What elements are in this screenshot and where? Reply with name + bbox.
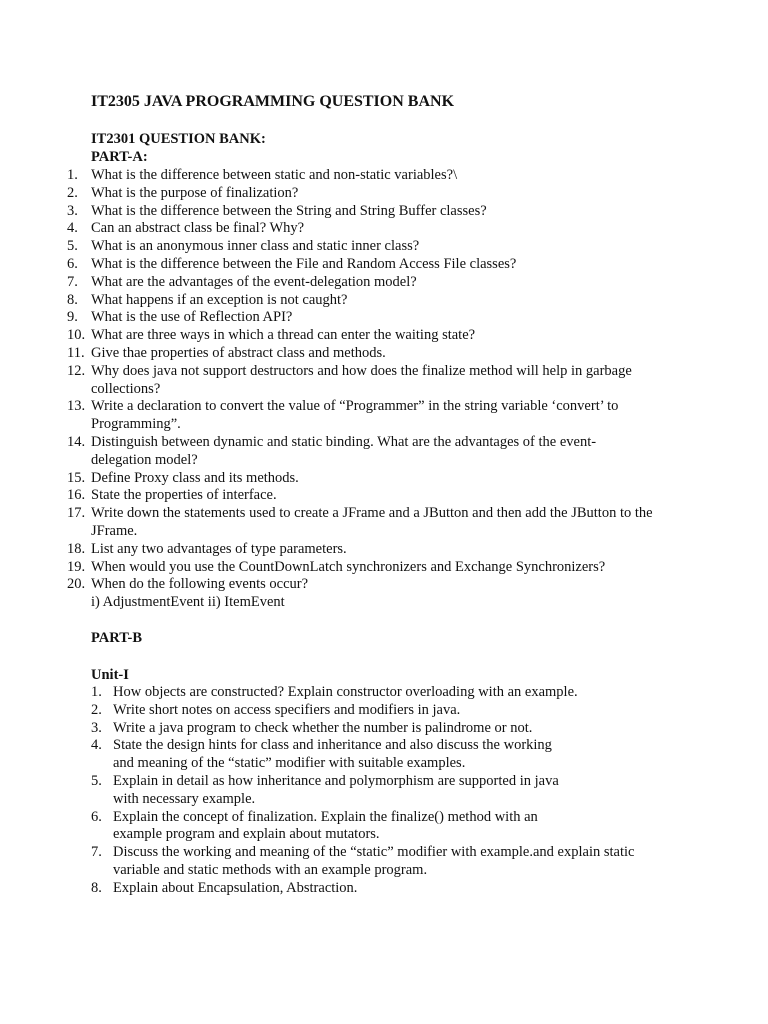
question-text: What is the purpose of finalization? [91, 184, 299, 201]
question-text: When would you use the CountDownLatch synchronizers and Exchange Synchronizers? [91, 558, 606, 575]
list-item [67, 185, 707, 203]
question-text-continued: delegation model? [91, 451, 198, 468]
question-text-continued: variable and static methods with an example program. [113, 861, 428, 878]
question-number: 15. [67, 469, 86, 486]
list-item [91, 809, 691, 845]
list-item [91, 880, 691, 898]
question-text-continued: and meaning of the “static” modifier with suitable examples. [113, 755, 466, 772]
document-title: IT2305 JAVA PROGRAMMING QUESTION BANK [91, 93, 455, 110]
question-number: 8. [67, 291, 78, 308]
question-number: 2. [91, 701, 102, 718]
question-text: State the design hints for class and inheritance and also discuss the working [113, 737, 552, 754]
question-number: 13. [67, 398, 86, 415]
question-text-continued: collections? [91, 380, 161, 397]
list-item [67, 274, 707, 292]
list-item [67, 363, 707, 399]
question-number: 8. [91, 879, 102, 896]
question-text: Write a java program to check whether the number is palindrome or not. [113, 719, 533, 736]
question-text-continued: JFrame. [91, 522, 138, 539]
list-item [91, 773, 691, 809]
question-number: 1. [91, 684, 102, 700]
question-number: 18. [67, 540, 86, 557]
list-item [67, 470, 707, 488]
question-text: Why does java not support destructors and how does the finalize method will help in garbage [91, 362, 632, 379]
question-number: 1. [67, 167, 78, 183]
question-number: 12. [67, 362, 86, 379]
question-text: How objects are constructed? Explain constructor overloading with an example. [113, 684, 578, 700]
question-text: What are the advantages of the event-delegation model? [91, 273, 417, 290]
list-item [91, 737, 691, 773]
question-number: 20. [67, 576, 86, 593]
question-number: 6. [67, 255, 78, 272]
list-item [67, 541, 707, 559]
question-number: 11. [67, 344, 85, 361]
question-text: Write short notes on access specifiers and modifiers in java. [113, 701, 461, 718]
question-text: What is the use of Reflection API? [91, 309, 293, 326]
unit-heading: Unit-I [91, 667, 129, 683]
question-text: Define Proxy class and its methods. [91, 469, 299, 486]
question-text: Give thae properties of abstract class and methods. [91, 344, 386, 361]
question-number: 2. [67, 184, 78, 201]
list-item [67, 292, 707, 310]
list-item [67, 256, 707, 274]
list-item [67, 559, 707, 577]
question-number: 14. [67, 433, 86, 450]
question-text: State the properties of interface. [91, 487, 277, 504]
list-item [67, 220, 707, 238]
list-item [67, 505, 707, 541]
list-item [91, 844, 691, 880]
question-number: 5. [91, 772, 102, 789]
question-text-continued: with necessary example. [113, 790, 256, 807]
question-number: 9. [67, 309, 78, 326]
question-text: Write down the statements used to create a JFrame and a JButton and then add the JButton to the [91, 505, 653, 522]
list-item [67, 167, 707, 185]
list-item [67, 345, 707, 363]
list-item [67, 487, 707, 505]
question-number: 7. [91, 844, 102, 861]
question-number: 4. [91, 737, 102, 754]
question-number: 19. [67, 558, 86, 575]
question-number: 7. [67, 273, 78, 290]
question-text: What is the difference between the File and Random Access File classes? [91, 255, 517, 272]
question-text: Can an abstract class be final? Why? [91, 220, 305, 237]
question-text: Explain in detail as how inheritance and polymorphism are supported in java [113, 772, 559, 789]
question-text: What happens if an exception is not caught? [91, 291, 348, 308]
part-b-question-list [91, 684, 691, 898]
question-text: What is the difference between the String and String Buffer classes? [91, 202, 487, 219]
list-item [67, 434, 707, 470]
question-text: Distinguish between dynamic and static binding. What are the advantages of the event- [91, 433, 597, 450]
question-number: 4. [67, 220, 78, 237]
list-item [91, 720, 691, 738]
question-text: What is the difference between static and non-static variables?\ [91, 167, 458, 183]
question-text: Explain about Encapsulation, Abstraction. [113, 879, 358, 896]
question-text: Write a declaration to convert the value of “Programmer” in the string variable ‘convert’ to [91, 398, 619, 415]
question-text: What is an anonymous inner class and static inner class? [91, 238, 420, 255]
question-text-continued: Programming”. [91, 416, 181, 433]
question-text: What are three ways in which a thread can enter the waiting state? [91, 327, 476, 344]
question-text: Discuss the working and meaning of the “static” modifier with example.and explain static [113, 844, 635, 861]
question-number: 5. [67, 238, 78, 255]
question-number: 3. [91, 719, 102, 736]
list-item [67, 327, 707, 345]
question-bank-subtitle: IT2301 QUESTION BANK: [91, 131, 266, 147]
list-item [91, 702, 691, 720]
part-a-heading: PART-A: [91, 149, 148, 165]
question-text-continued: i) AdjustmentEvent ii) ItemEvent [91, 594, 285, 611]
question-number: 10. [67, 327, 86, 344]
question-number: 6. [91, 808, 102, 825]
list-item [67, 576, 707, 612]
question-text: List any two advantages of type parameters. [91, 540, 347, 557]
list-item [91, 684, 691, 702]
list-item [67, 203, 707, 221]
part-a-question-list [67, 167, 707, 612]
question-text: When do the following events occur? [91, 576, 309, 593]
list-item [67, 238, 707, 256]
question-number: 3. [67, 202, 78, 219]
question-number: 17. [67, 505, 86, 522]
list-item [67, 309, 707, 327]
question-number: 16. [67, 487, 86, 504]
part-b-heading: PART-B [91, 630, 143, 646]
question-text: Explain the concept of finalization. Explain the finalize() method with an [113, 808, 538, 825]
question-text-continued: example program and explain about mutators. [113, 826, 380, 843]
list-item [67, 398, 707, 434]
